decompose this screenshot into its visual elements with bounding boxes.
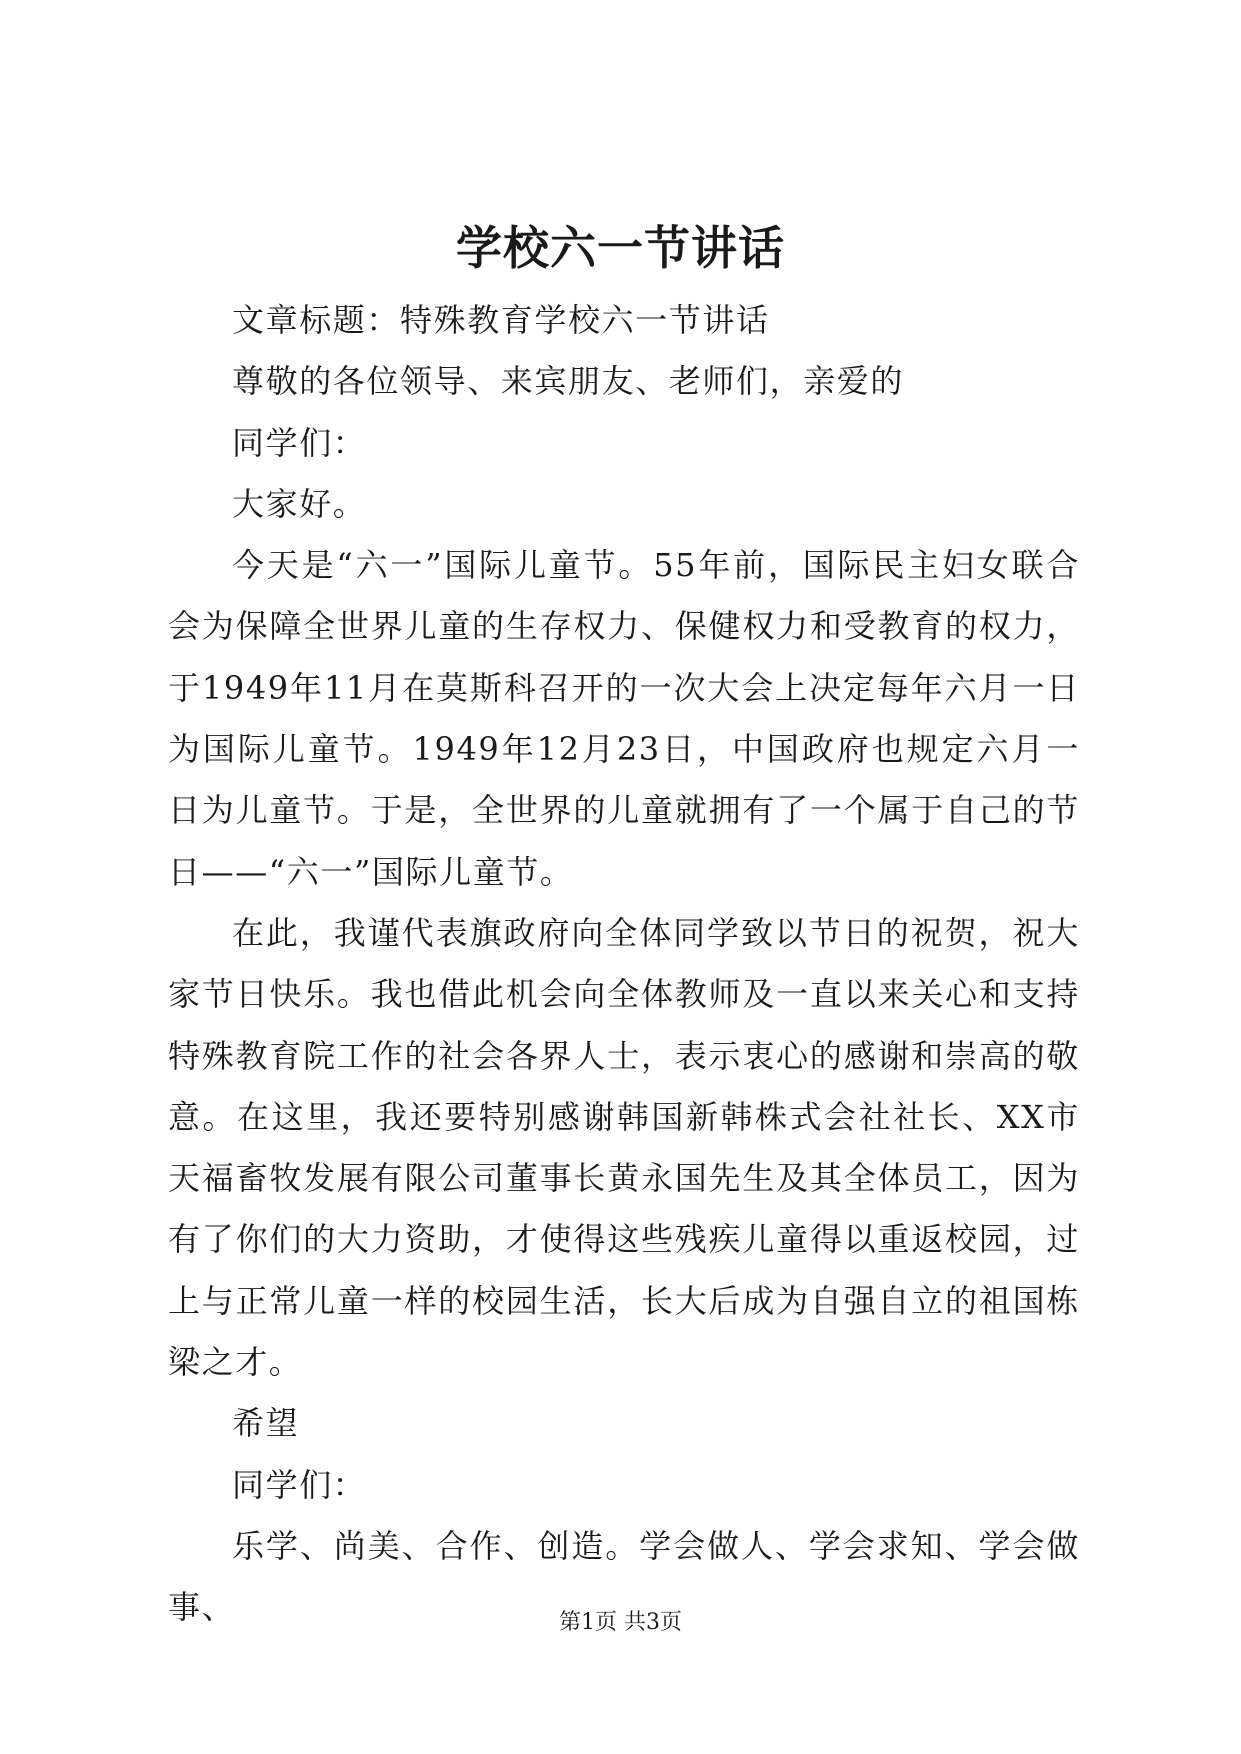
paragraph-hope: 希望 — [232, 1404, 300, 1443]
paragraph-article-title: 文章标题：特殊教育学校六一节讲话 — [232, 301, 770, 339]
paragraph-salutation: 尊敬的各位领导、来宾朋友、老师们，亲爱的 — [232, 362, 905, 401]
document-body — [168, 290, 1080, 1639]
document-title: 学校六一节讲话 — [456, 221, 785, 275]
page-footer — [0, 1608, 1241, 1638]
paragraph-greeting: 大家好。 — [232, 484, 367, 523]
paragraph-students: 同学们： — [232, 423, 367, 462]
paragraph-learning: 乐学、尚美、合作、创造。学会做人、学会求知、学会做事、 — [168, 1526, 1080, 1627]
page-number: 第1页 共3页 — [559, 1610, 682, 1635]
paragraph-students-2: 同学们： — [232, 1465, 367, 1504]
paragraph-thanks: 在此，我谨代表旗政府向全体同学致以节日的祝贺，祝大家节日快乐。我也借此机会向全体教师及一直以来关心和支持特殊教育院工作的社会各界人士，表示衷心的感谢和崇高的敬意。在这里，我还要特别感谢韩国新韩株式会社社长、XX市天福畜牧发展有限公司董事长黄永国先生及其全体员工，因为有了你们的大力资助，才使得这些残疾儿童得以重返校园，过上与正常儿童一样的校园生活，长大后成为自强自立的祖国栋梁之才。 — [168, 913, 1080, 1382]
paragraph-childrens-day: 今天是“六一”国际儿童节。55年前，国际民主妇女联合会为保障全世界儿童的生存权力、保健权力和受教育的权力，于1949年11月在莫斯科召开的一次大会上决定每年六月一日为国际儿童节。1949年12月23日，中国政府也规定六月一日为儿童节。于是，全世界的儿童就拥有了一个属于自己的节日——“六一”国际儿童节。 — [168, 546, 1080, 891]
